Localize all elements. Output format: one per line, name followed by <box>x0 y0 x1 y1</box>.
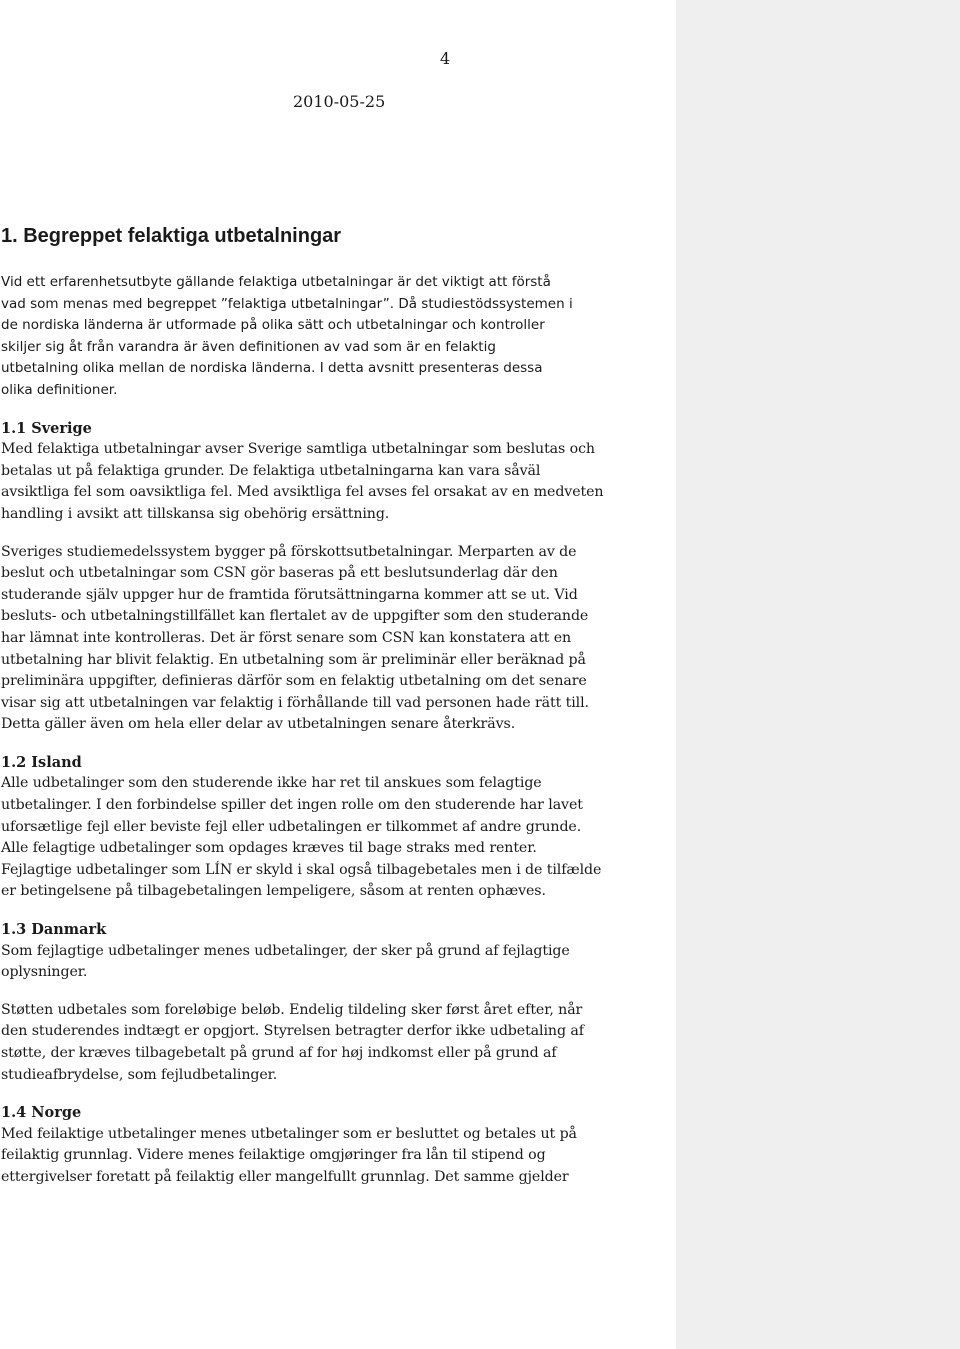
text-line: studerande själv uppger hur de framtida förutsättningarna kommer att se ut. Vid <box>1 586 578 603</box>
text-line: Med felaktiga utbetalningar avser Sverige samtliga utbetalningar som beslutas och <box>1 441 595 458</box>
heading-danmark: 1.3 Danmark <box>1 921 107 939</box>
page-number: 4 <box>440 49 451 68</box>
text-line: Alle felagtige udbetalinger som opdages kræves til bage straks med renter. <box>1 840 537 857</box>
text-line: de nordiska länderna är utformade på olika sätt och utbetalningar och kontroller <box>1 317 545 334</box>
text-line: beslut och utbetalningar som CSN gör baseras på ett beslutsunderlag där den <box>1 565 558 582</box>
text-line: Støtten udbetales som foreløbige beløb. Endelig tildeling sker først året efter, når <box>1 1001 583 1018</box>
text-line: studieafbrydelse, som fejludbetalinger. <box>1 1066 278 1083</box>
norge-paragraph-1 <box>1 1124 673 1189</box>
text-line: Vid ett erfarenhetsutbyte gällande felaktiga utbetalningar är det viktigt att förstå <box>1 274 551 290</box>
text-line: visar sig att utbetalningen var felaktig i förhållande till vad personen hade rätt till. <box>1 694 589 711</box>
text-line: Som fejlagtige udbetalinger menes udbetalinger, der sker på grund af fejlagtige <box>1 942 570 959</box>
text-line: Sveriges studiemedelssystem bygger på förskottsutbetalningar. Merparten av de <box>1 543 577 560</box>
document-body <box>1 222 673 1205</box>
text-line: har lämnat inte kontrolleras. Det är först senare som CSN kan konstatera att en <box>1 629 572 646</box>
text-line: Med feilaktige utbetalinger menes utbetalinger som er besluttet og betales ut på <box>1 1125 577 1142</box>
island-paragraph-1 <box>1 773 673 903</box>
sverige-paragraph-1 <box>1 439 673 525</box>
text-line: feilaktig grunnlag. Videre menes feilaktige omgjøringer fra lån til stipend og <box>1 1147 546 1164</box>
document-date: 2010-05-25 <box>293 92 386 111</box>
danmark-paragraph-2 <box>1 1000 673 1086</box>
text-line: ettergivelser foretatt på feilaktig eller mangelfullt grunnlag. Det samme gjelder <box>1 1168 569 1185</box>
text-line: utbetalning olika mellan de nordiska länderna. I detta avsnitt presenteras dessa <box>1 360 543 377</box>
text-line: utbetalinger. I den forbindelse spiller det ingen rolle om den studerende har lavet <box>1 797 583 814</box>
text-line: støtte, der kræves tilbagebetalt på grund af for høj indkomst eller på grund af <box>1 1045 557 1061</box>
text-line: betalas ut på felaktiga grunder. De felaktiga utbetalningarna kan vara såväl <box>1 462 541 479</box>
text-line: Alle udbetalinger som den studerende ikke har ret til anskues som felagtige <box>1 775 542 792</box>
text-line: Detta gäller även om hela eller delar av utbetalningen senare återkrävs. <box>1 716 516 733</box>
text-line: oplysninger. <box>1 964 88 981</box>
text-line: vad som menas med begreppet ”felaktiga utbetalningar”. Då studiestödssystemen i <box>1 295 573 312</box>
comment-margin-pane <box>676 0 960 1349</box>
text-line: besluts- och utbetalningstillfället kan flertalet av de uppgifter som den studerande <box>1 608 589 625</box>
text-line: preliminära uppgifter, definieras därför som en felaktig utbetalning om det senare <box>1 673 587 690</box>
text-line: utbetalning har blivit felaktig. En utbetalning som är preliminär eller beräknad på <box>1 651 586 668</box>
text-line: Fejlagtige udbetalinger som LÍN er skyld i skal også tilbagebetales men i de tilfælde <box>1 861 602 878</box>
text-line: avsiktliga fel som oavsiktliga fel. Med avsiktliga fel avses fel orsakat av en medveten <box>1 484 604 501</box>
text-line: skiljer sig åt från varandra är även definitionen av vad som är en felaktig <box>1 338 496 355</box>
text-line: handling i avsikt att tillskansa sig obehörig ersättning. <box>1 505 390 522</box>
section-title: 1. Begreppet felaktiga utbetalningar <box>1 225 342 247</box>
text-line: den studerendes indtægt er opgjort. Styrelsen betragter derfor ikke udbetaling af <box>1 1023 584 1040</box>
heading-norge: 1.4 Norge <box>1 1104 82 1122</box>
text-line: olika definitioner. <box>1 381 118 398</box>
heading-sverige: 1.1 Sverige <box>1 419 92 437</box>
intro-paragraph <box>1 272 673 402</box>
text-line: er betingelsene på tilbagebetalingen lempeligere, såsom at renten ophæves. <box>1 883 546 900</box>
heading-island: 1.2 Island <box>1 753 82 771</box>
sverige-paragraph-2 <box>1 542 673 736</box>
text-line: uforsætlige fejl eller beviste fejl eller udbetalingen er tilkommet af andre grunde. <box>1 818 582 835</box>
danmark-paragraph-1 <box>1 941 673 984</box>
